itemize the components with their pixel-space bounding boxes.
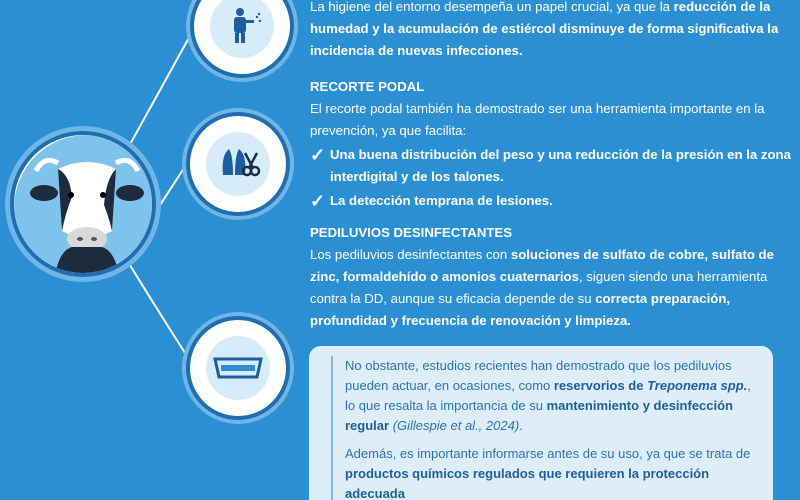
recorte-text: El recorte podal también ha demostrado ser una herramienta importante en la prevención, ya que facilita: (310, 101, 765, 138)
pediluvios-heading: PEDILUVIOS DESINFECTANTES (310, 225, 512, 240)
note-box (309, 346, 773, 500)
footbath-tray-icon (206, 336, 270, 400)
hoof-icon-circle (186, 112, 290, 216)
content-column (310, 0, 792, 332)
note-paragraph: Además, es importante informarse antes de su uso, ya que se trata de productos químicos regulados que requieren la protección adecuada (345, 446, 751, 500)
pediluvios-text: Los pediluvios desinfectantes con soluciones de sulfato de cobre, sulfato de zinc, formaldehído o amonios cuaternarios, siguen siendo una herramienta contra la DD, aunque su eficacia depende de su correcta preparación, profundidad y frecuencia de renovación y limpieza. (310, 247, 774, 328)
footbath-icon-circle (186, 316, 290, 420)
check-icon: ✓ (310, 191, 326, 211)
cow-head-icon (10, 131, 156, 277)
hoof-scissors-icon (206, 132, 270, 196)
recorte-heading: RECORTE PODAL (310, 79, 425, 94)
hygiene-paragraph: La higiene del entorno desempeña un papel crucial, ya que la reducción de la humedad y la acumulación de estiércol disminuye de forma significativa la incidencia de nuevas infecciones. (310, 0, 779, 58)
note-paragraph: No obstante, estudios recientes han demostrado que los pediluvios pueden actuar, en ocasiones, como reservorios de Treponema spp., lo que resalta la importancia de su mantenimiento y desinfección regular (Gillespie et al., 2024). (345, 358, 751, 433)
recorte-bullet: ✓ La detección temprana de lesiones. (310, 191, 553, 211)
note-content (331, 356, 763, 500)
check-icon: ✓ (310, 145, 326, 165)
recorte-bullet: ✓ Una buena distribución del peso y una reducción de la presión en la zona interdigital y de los talones. (310, 145, 791, 184)
hygiene-spray-icon (210, 0, 274, 58)
